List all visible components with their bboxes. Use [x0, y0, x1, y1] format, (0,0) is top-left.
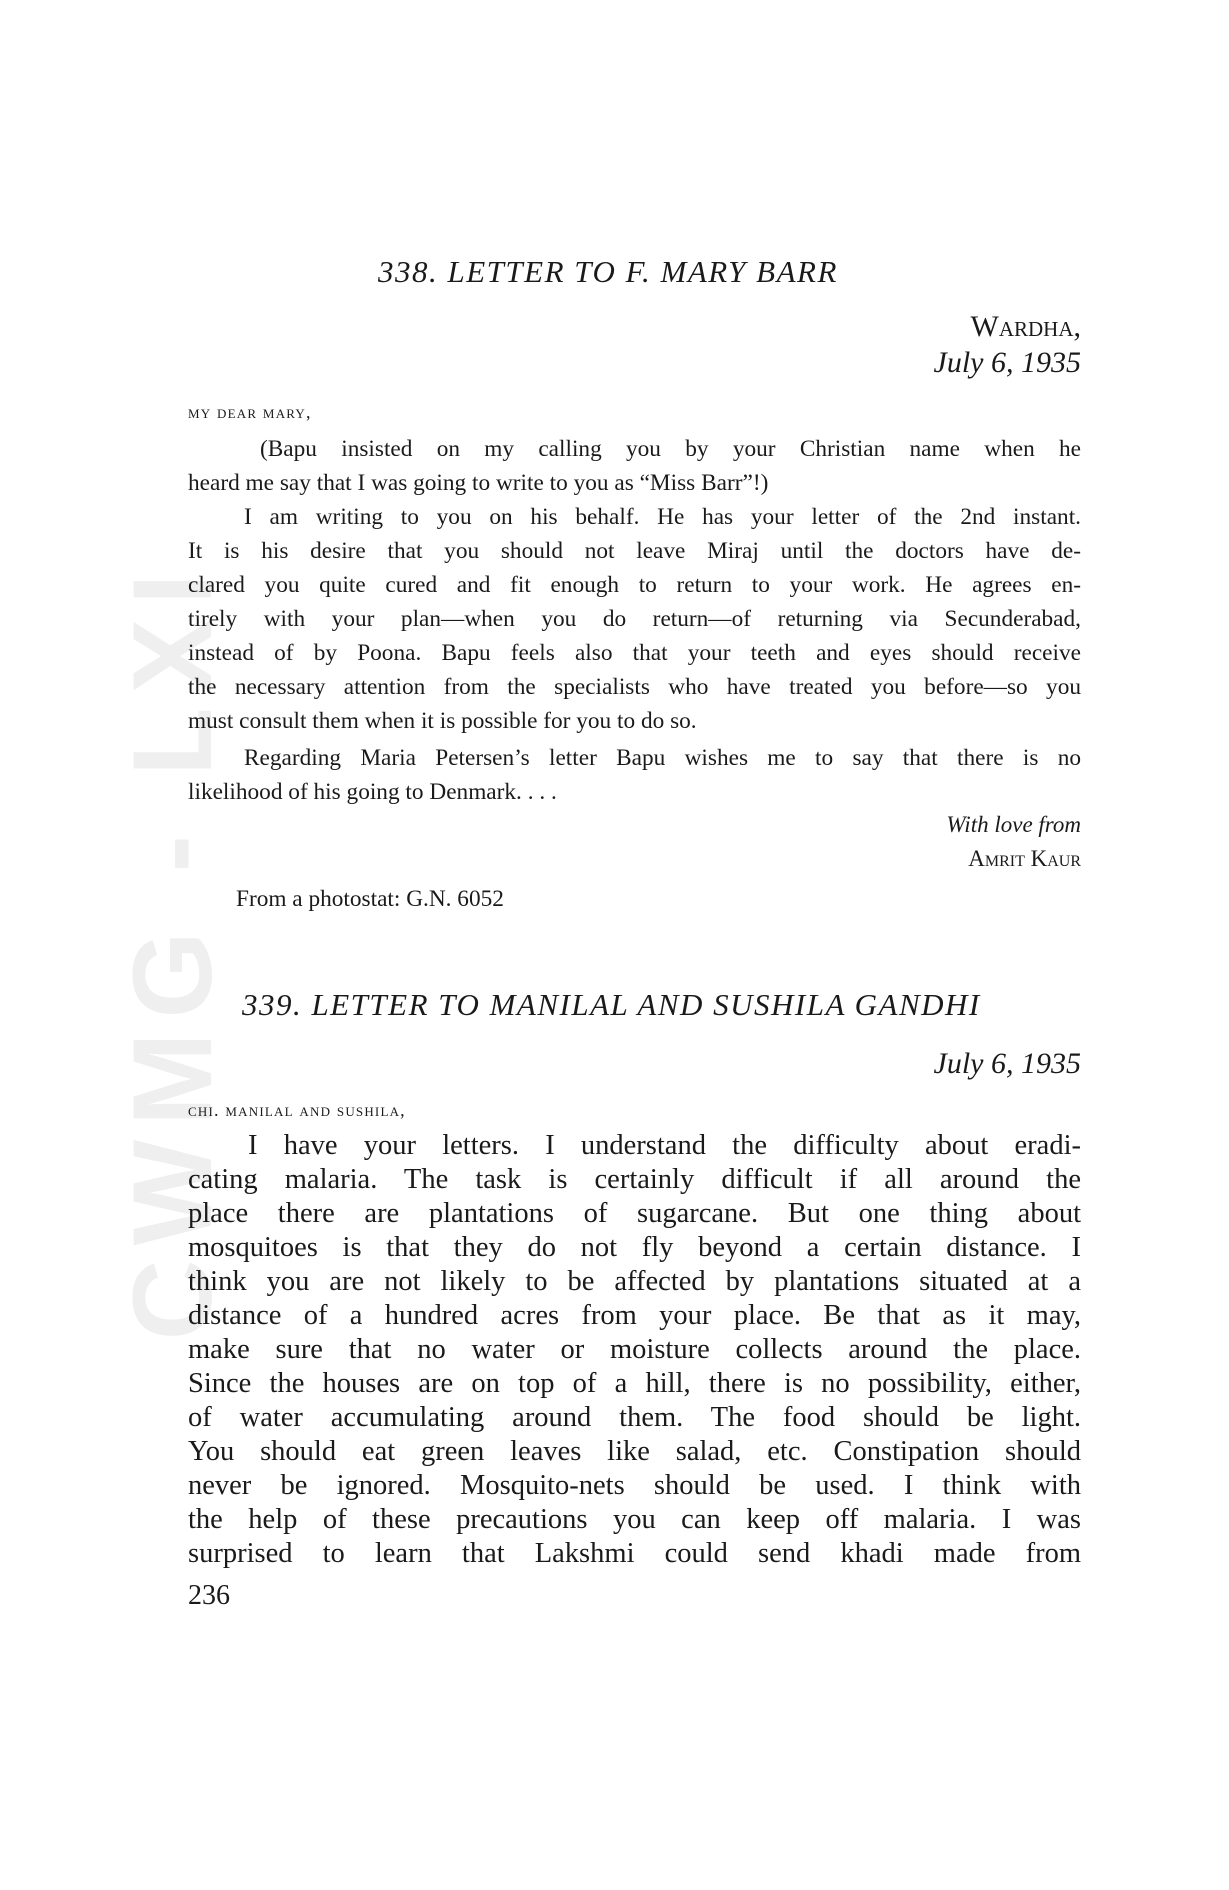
letter-339-line: think you are not likely to be affected by plantations situated at a	[188, 1266, 1081, 1297]
letter-338-salutation: my dear mary,	[188, 402, 312, 422]
letter-338-source: From a photostat: G.N. 6052	[236, 886, 504, 912]
letter-339-line: of water accumulating around them. The food should be light.	[188, 1402, 1081, 1433]
letter-338-line: likelihood of his going to Denmark. . . .	[188, 779, 557, 805]
letter-339-salutation: chi. manilal and sushila,	[188, 1100, 406, 1120]
letter-339-line: never be ignored. Mosquito-nets should be used. I think with	[188, 1470, 1081, 1501]
letter-338-line: (Bapu insisted on my calling you by your Christian name when he	[260, 436, 1081, 462]
letter-338-line: tirely with your plan—when you do return—of returning via Secunderabad,	[188, 606, 1081, 632]
letter-338-line: must consult them when it is possible for you to do so.	[188, 708, 697, 734]
letter-338-signature: Amrit Kaur	[968, 846, 1081, 871]
letter-338-closing: With love from	[946, 812, 1081, 837]
letter-339-line: the help of these precautions you can keep off malaria. I was	[188, 1504, 1081, 1535]
letter-338-line: I am writing to you on his behalf. He has your letter of the 2nd instant.	[244, 504, 1081, 530]
letter-339-line: surprised to learn that Lakshmi could send khadi made from	[188, 1538, 1081, 1569]
letter-338-line: the necessary attention from the specialists who have treated you before—so you	[188, 674, 1081, 700]
watermark	[110, 500, 235, 1400]
letter-338-line: Regarding Maria Petersen’s letter Bapu wishes me to say that there is no	[244, 745, 1081, 771]
letter-339-line: Since the houses are on top of a hill, there is no possibility, either,	[188, 1368, 1081, 1399]
letter-339-date: July 6, 1935	[933, 1047, 1081, 1080]
letter-338-date: July 6, 1935	[933, 346, 1081, 379]
letter-339-line: make sure that no water or moisture collects around the place.	[188, 1334, 1081, 1365]
letter-338-line: clared you quite cured and fit enough to return to your work. He agrees en-	[188, 572, 1081, 598]
letter-339-line: I have your letters. I understand the difficulty about eradi-	[248, 1130, 1081, 1161]
letter-339-line: place there are plantations of sugarcane. But one thing about	[188, 1198, 1081, 1229]
letter-338-line: heard me say that I was going to write to you as “Miss Barr”!)	[188, 470, 769, 496]
letter-339-line: You should eat green leaves like salad, etc. Constipation should	[188, 1436, 1081, 1467]
letter-338-place: Wardha,	[970, 310, 1081, 343]
letter-338-line: instead of by Poona. Bapu feels also that your teeth and eyes should receive	[188, 640, 1081, 666]
letter-339-line: mosquitoes is that they do not fly beyond a certain distance. I	[188, 1232, 1081, 1263]
letter-338-line: It is his desire that you should not leave Miraj until the doctors have de-	[188, 538, 1081, 564]
letter-339-line: distance of a hundred acres from your place. Be that as it may,	[188, 1300, 1081, 1331]
letter-339-line: cating malaria. The task is certainly difficult if all around the	[188, 1164, 1081, 1195]
letter-339-title: 339. LETTER TO MANILAL AND SUSHILA GANDHI	[242, 987, 981, 1022]
watermark-text: CWMG - LXI	[110, 559, 235, 1341]
letter-338-title: 338. LETTER TO F. MARY BARR	[378, 254, 838, 289]
page-number: 236	[188, 1580, 230, 1611]
